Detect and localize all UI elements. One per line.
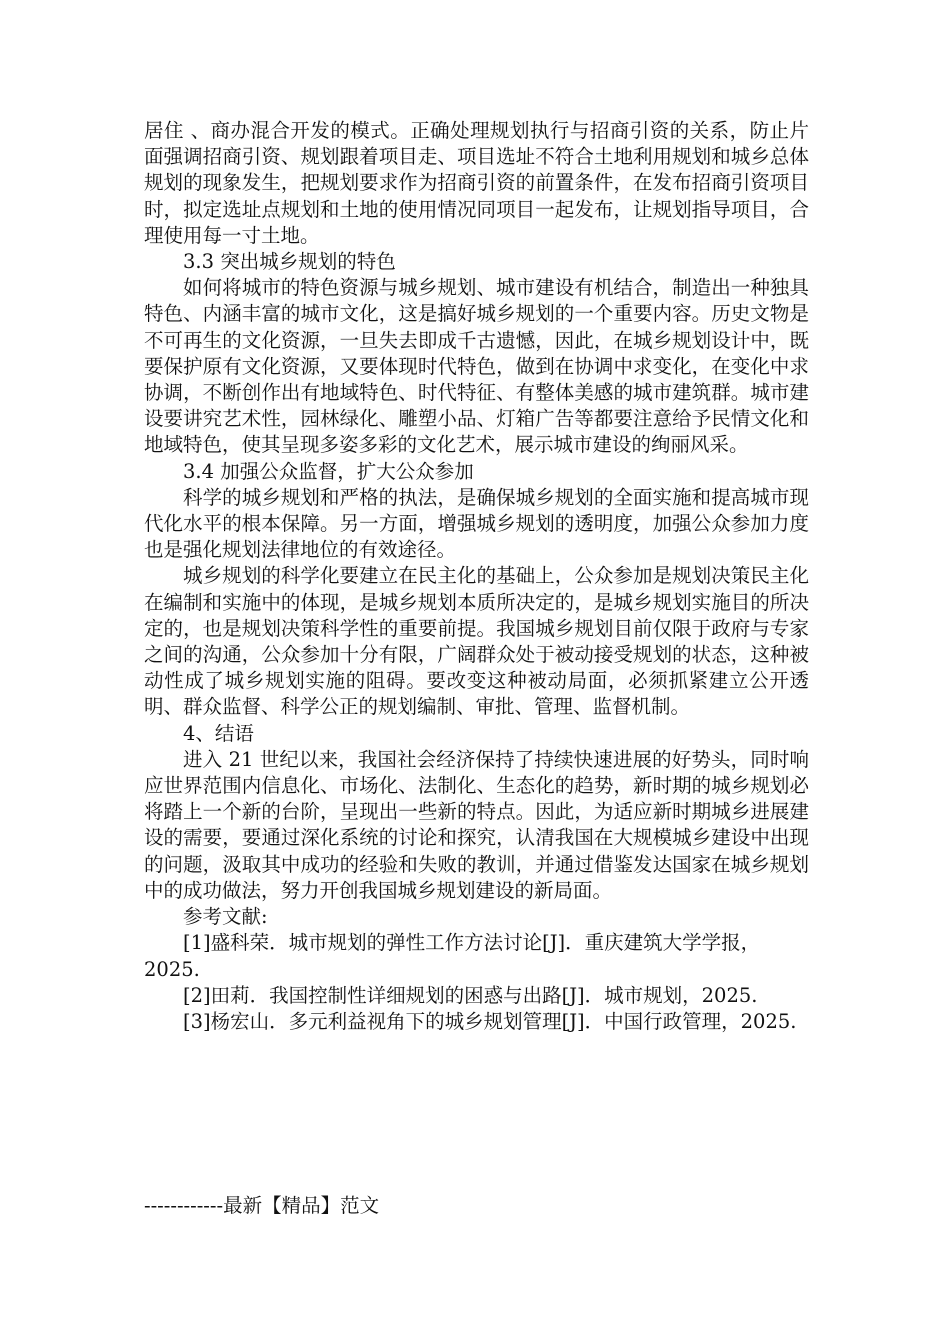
section-heading-3-3: 3.3 突出城乡规划的特色 [183, 250, 396, 274]
reference-item: [1]盛科荣．城市规划的弹性工作方法讨论[J]．重庆建筑大学学报，2025. [144, 931, 761, 981]
section-heading-3-4: 3.4 加强公众监督，扩大公众参加 [183, 459, 474, 483]
reference-item: [3]杨宏山．多元利益视角下的城乡规划管理[J]．中国行政管理，2025. [183, 1009, 797, 1033]
paragraph: 如何将城市的特色资源与城乡规划、城市建设有机结合，制造出一种独具特色、内涵丰富的城市文化，这是搞好城乡规划的一个重要内容。历史文物是不可再生的文化资源，一旦失去即成千古遗憾，因此，在城乡规划设计中，既要保护原有文化资源，又要体现时代特色，做到在协调中求变化，在变化中求协调，不断创作出有地域特色、时代特征、有整体美感的城市建筑群。城市建设要讲究艺术性，园林绿化、雕塑小品、灯箱广告等都要注意给予民情文化和地域特色，使其呈现多姿多彩的文化艺术，展示城市建设的绚丽风采。 [144, 276, 809, 457]
paragraph: 城乡规划的科学化要建立在民主化的基础上，公众参加是规划决策民主化在编制和实施中的体现，是城乡规划本质所决定的，是城乡规划实施目的所决定的，也是规划决策科学性的重要前提。我国城乡规划目前仅限于政府与专家之间的沟通，公众参加十分有限，广阔群众处于被动接受规划的状态，这种被动性成了城乡规划实施的阻碍。要改变这种被动局面，必须抓紧建立公开透明、群众监督、科学公正的规划编制、审批、管理、监督机制。 [144, 564, 809, 719]
document-body [144, 118, 809, 1035]
paragraph: 科学的城乡规划和严格的执法，是确保城乡规划的全面实施和提高城市现代化水平的根本保障。另一方面，增强城乡规划的透明度，加强公众参加力度也是强化规划法律地位的有效途径。 [144, 485, 809, 562]
references-heading: 参考文献: [183, 905, 268, 929]
section-heading-conclusion: 4、结语 [183, 721, 254, 745]
paragraph-continued: 居住 、商办混合开发的模式。正确处理规划执行与招商引资的关系，防止片面强调招商引资、规划跟着项目走、项目选址不符合土地利用规划和城乡总体规划的现象发生，把规划要求作为招商引资的前置条件，在发布招商引资项目时，拟定选址点规划和土地的使用情况同项目一起发布，让规划指导项目，合理使用每一寸土地。 [144, 119, 809, 247]
reference-item: [2]田莉．我国控制性详细规划的困惑与出路[J]．城市规划，2025. [183, 983, 758, 1007]
page-footer: ------------最新【精品】范文 [144, 1194, 380, 1217]
paragraph: 进入 21 世纪以来，我国社会经济保持了持续快速进展的好势头，同时响应世界范围内信息化、市场化、法制化、生态化的趋势，新时期的城乡规划必将踏上一个新的台阶，呈现出一些新的特点。因此，为适应新时期城乡进展建设的需要，要通过深化系统的讨论和探究，认清我国在大规模城乡建设中出现的问题，汲取其中成功的经验和失败的教训，并通过借鉴发达国家在城乡规划中的成功做法，努力开创我国城乡规划建设的新局面。 [144, 747, 809, 902]
